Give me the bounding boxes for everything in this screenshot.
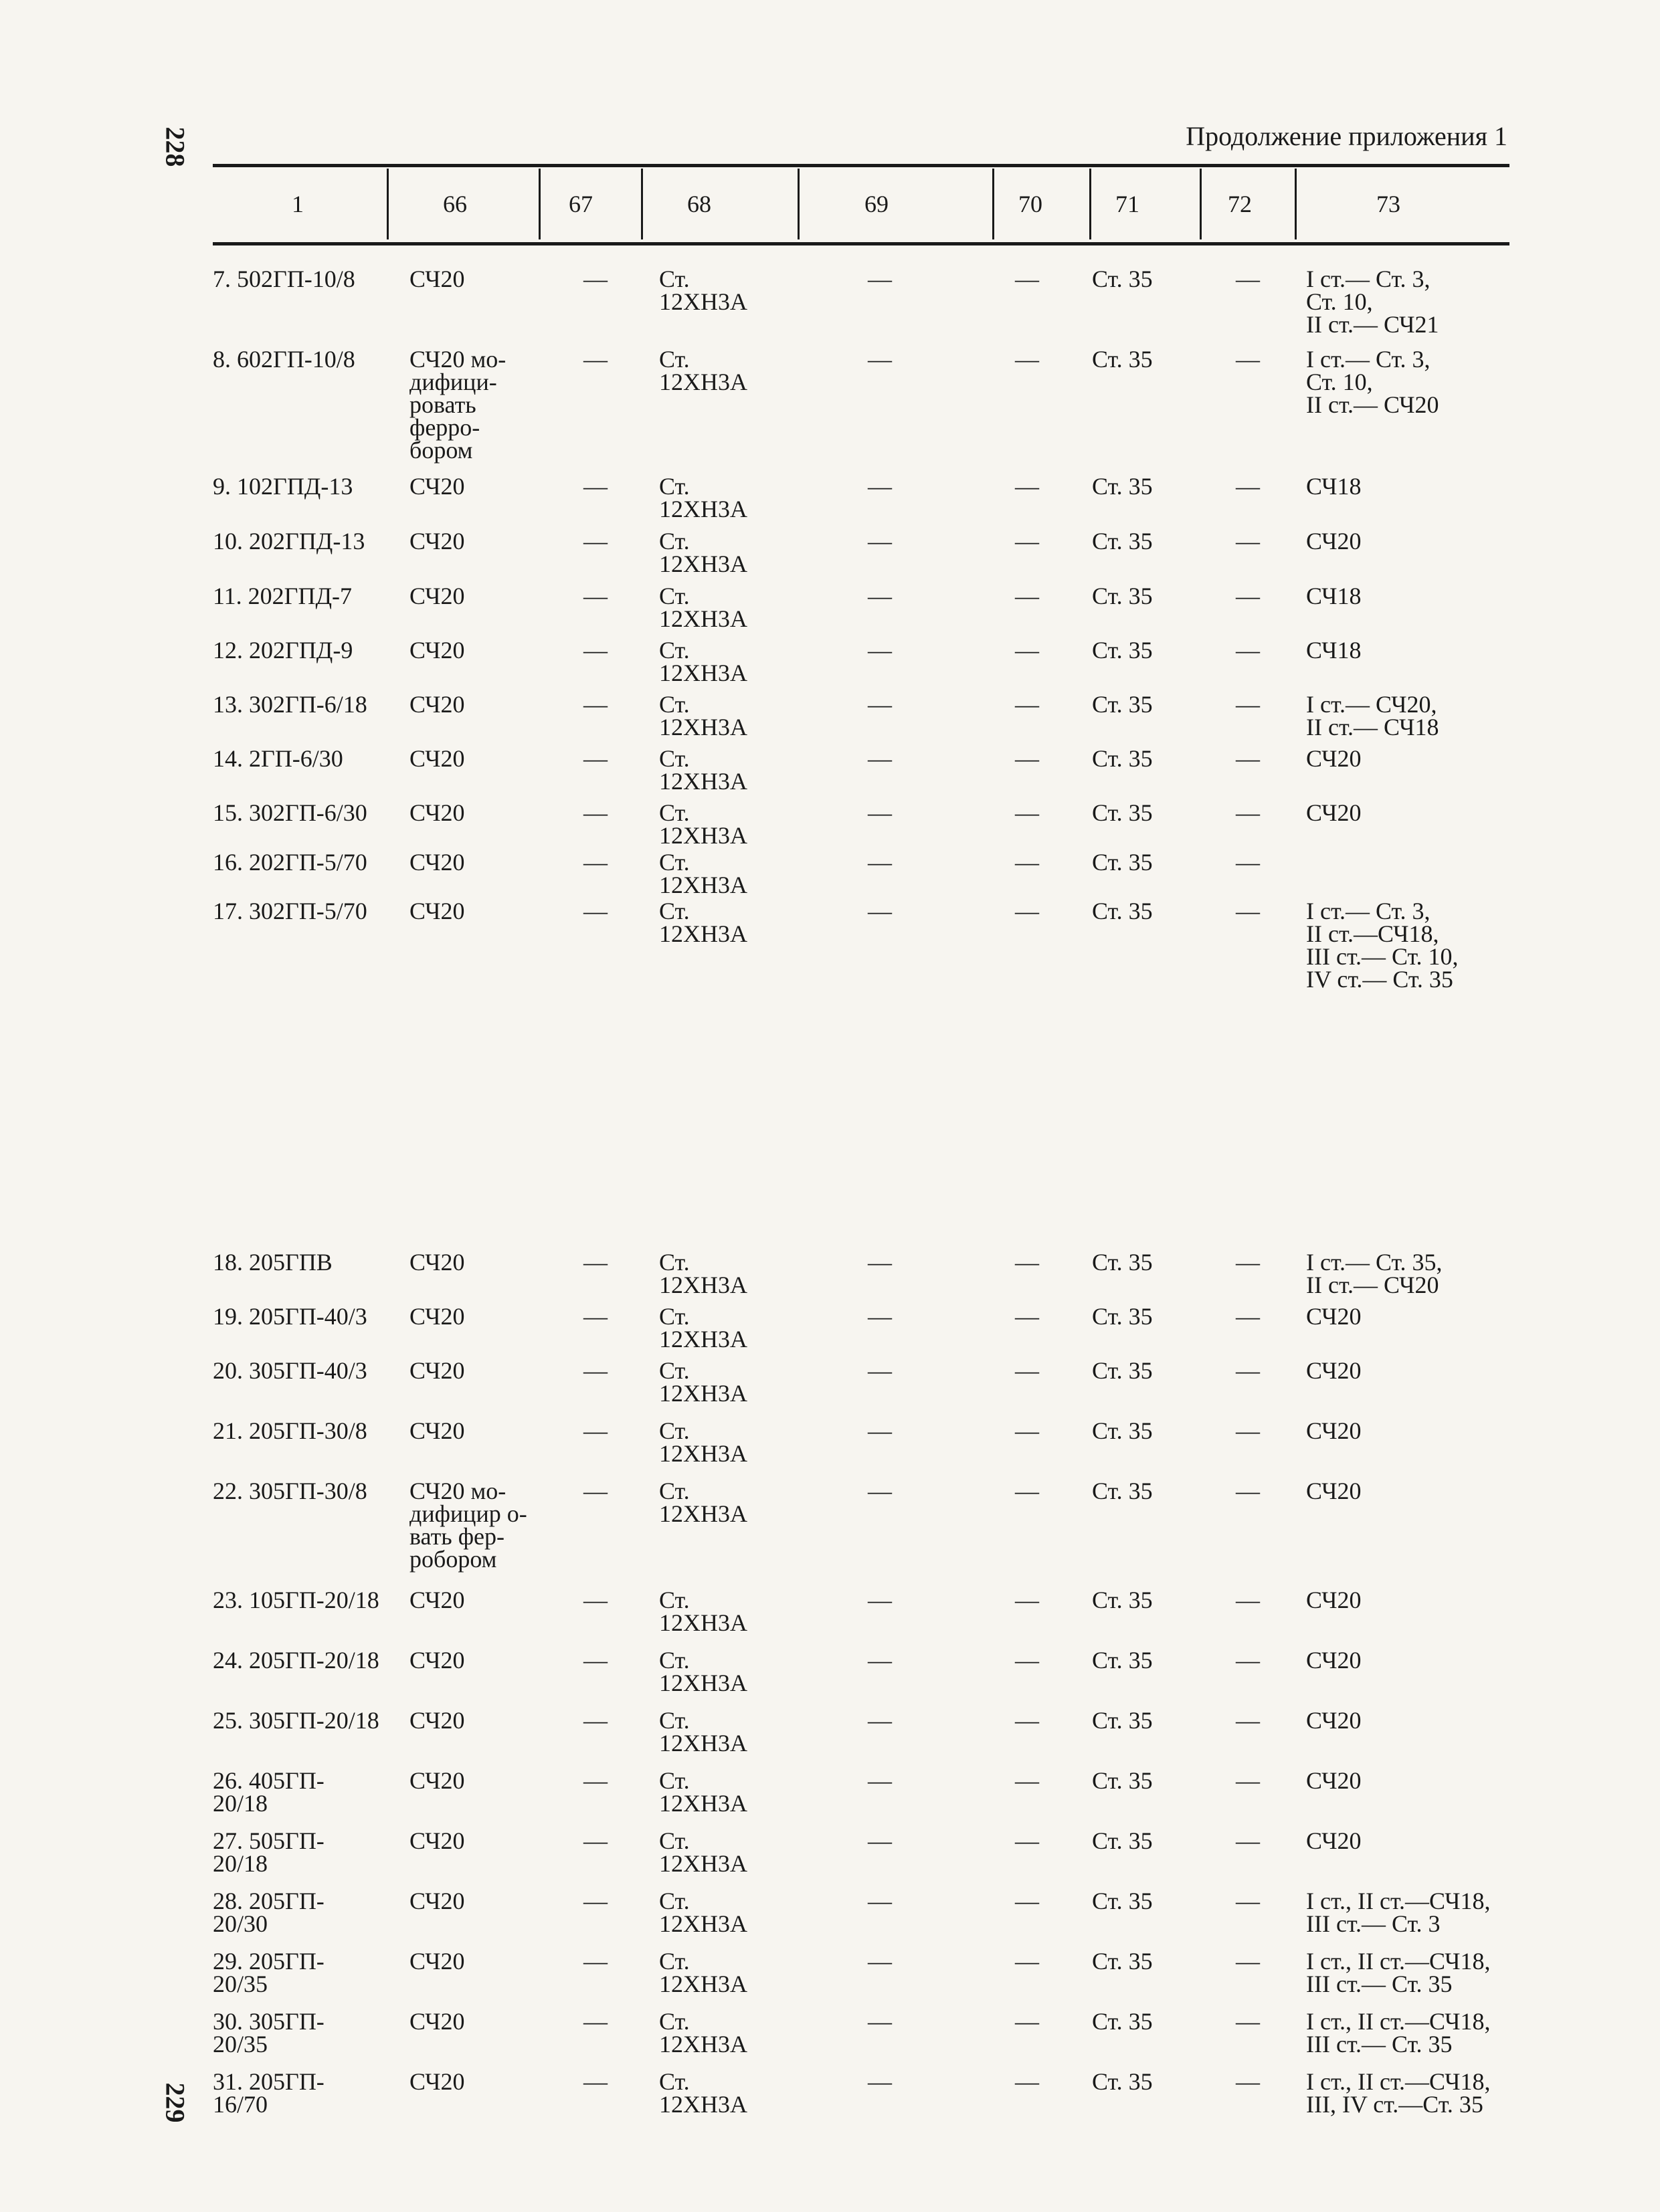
cell-col-1: 28. 205ГП- 20/30 bbox=[213, 1888, 325, 1937]
cell-col-73: I ст., II ст.—СЧ18, III ст.— Ст. 35 bbox=[1306, 2008, 1491, 2057]
cell-col-67: — bbox=[583, 691, 608, 718]
cell-col-69: — bbox=[868, 1478, 892, 1504]
cell-col-69: — bbox=[868, 2068, 892, 2095]
cell-col-67: — bbox=[583, 1707, 608, 1734]
header-col-1: 1 bbox=[292, 191, 304, 217]
cell-col-72: — bbox=[1236, 1478, 1260, 1504]
cell-col-71: Ст. 35 bbox=[1092, 1707, 1153, 1734]
cell-col-66: СЧ20 bbox=[409, 1587, 465, 1613]
cell-col-69: — bbox=[868, 1707, 892, 1734]
cell-col-1: 30. 305ГП- 20/35 bbox=[213, 2008, 325, 2057]
header-divider bbox=[1200, 169, 1202, 239]
cell-col-69: — bbox=[868, 1249, 892, 1276]
cell-col-72: — bbox=[1236, 1707, 1260, 1734]
header-col-69: 69 bbox=[864, 191, 889, 217]
cell-col-72: — bbox=[1236, 1888, 1260, 1914]
cell-col-72: — bbox=[1236, 1948, 1260, 1975]
header-divider bbox=[992, 169, 994, 239]
cell-col-69: — bbox=[868, 2008, 892, 2035]
cell-col-66: СЧ20 bbox=[409, 1888, 465, 1914]
cell-col-73: I ст.— Ст. 35, II ст.— СЧ20 bbox=[1306, 1249, 1443, 1298]
cell-col-70: — bbox=[1015, 266, 1039, 292]
cell-col-70: — bbox=[1015, 1767, 1039, 1794]
cell-col-1: 21. 205ГП-30/8 bbox=[213, 1417, 367, 1444]
cell-col-68: Ст. 12ХН3А bbox=[659, 637, 747, 686]
cell-col-71: Ст. 35 bbox=[1092, 1357, 1153, 1384]
header-divider bbox=[539, 169, 541, 239]
cell-col-67: — bbox=[583, 1249, 608, 1276]
cell-col-1: 9. 102ГПД-13 bbox=[213, 473, 353, 500]
cell-col-67: — bbox=[583, 1827, 608, 1854]
cell-col-72: — bbox=[1236, 637, 1260, 664]
cell-col-69: — bbox=[868, 799, 892, 826]
cell-col-1: 7. 502ГП-10/8 bbox=[213, 266, 355, 292]
cell-col-67: — bbox=[583, 637, 608, 664]
cell-col-73: I ст., II ст.—СЧ18, III ст.— Ст. 35 bbox=[1306, 1948, 1491, 1997]
cell-col-1: 27. 505ГП- 20/18 bbox=[213, 1827, 325, 1877]
cell-col-73: СЧ20 bbox=[1306, 528, 1362, 555]
cell-col-67: — bbox=[583, 745, 608, 772]
cell-col-70: — bbox=[1015, 2008, 1039, 2035]
cell-col-69: — bbox=[868, 1417, 892, 1444]
cell-col-73: СЧ18 bbox=[1306, 583, 1362, 609]
cell-col-71: Ст. 35 bbox=[1092, 1767, 1153, 1794]
cell-col-72: — bbox=[1236, 1249, 1260, 1276]
cell-col-71: Ст. 35 bbox=[1092, 1948, 1153, 1975]
cell-col-70: — bbox=[1015, 1357, 1039, 1384]
cell-col-1: 26. 405ГП- 20/18 bbox=[213, 1767, 325, 1817]
cell-col-71: Ст. 35 bbox=[1092, 637, 1153, 664]
page-number-bottom: 229 bbox=[160, 2082, 191, 2123]
cell-col-66: СЧ20 bbox=[409, 1249, 465, 1276]
cell-col-66: СЧ20 bbox=[409, 266, 465, 292]
cell-col-66: СЧ20 bbox=[409, 745, 465, 772]
cell-col-72: — bbox=[1236, 266, 1260, 292]
header-col-67: 67 bbox=[569, 191, 593, 217]
cell-col-70: — bbox=[1015, 1417, 1039, 1444]
cell-col-69: — bbox=[868, 745, 892, 772]
cell-col-1: 13. 302ГП-6/18 bbox=[213, 691, 367, 718]
cell-col-67: — bbox=[583, 1767, 608, 1794]
cell-col-71: Ст. 35 bbox=[1092, 1303, 1153, 1330]
cell-col-66: СЧ20 bbox=[409, 1303, 465, 1330]
cell-col-1: 11. 202ГПД-7 bbox=[213, 583, 353, 609]
cell-col-70: — bbox=[1015, 799, 1039, 826]
cell-col-69: — bbox=[868, 346, 892, 373]
cell-col-67: — bbox=[583, 473, 608, 500]
cell-col-67: — bbox=[583, 1647, 608, 1674]
header-col-71: 71 bbox=[1115, 191, 1139, 217]
cell-col-70: — bbox=[1015, 1303, 1039, 1330]
cell-col-66: СЧ20 bbox=[409, 799, 465, 826]
cell-col-73: I ст., II ст.—СЧ18, III ст.— Ст. 3 bbox=[1306, 1888, 1491, 1937]
cell-col-66: СЧ20 bbox=[409, 1647, 465, 1674]
header-divider bbox=[798, 169, 800, 239]
header-col-72: 72 bbox=[1228, 191, 1252, 217]
cell-col-1: 17. 302ГП-5/70 bbox=[213, 898, 367, 924]
cell-col-66: СЧ20 bbox=[409, 1948, 465, 1975]
cell-col-68: Ст. 12ХН3А bbox=[659, 2008, 747, 2057]
cell-col-72: — bbox=[1236, 691, 1260, 718]
cell-col-68: Ст. 12ХН3А bbox=[659, 1587, 747, 1636]
header-col-66: 66 bbox=[443, 191, 467, 217]
cell-col-73: СЧ20 bbox=[1306, 745, 1362, 772]
cell-col-68: Ст. 12ХН3А bbox=[659, 898, 747, 947]
cell-col-68: Ст. 12ХН3А bbox=[659, 1647, 747, 1696]
cell-col-70: — bbox=[1015, 1587, 1039, 1613]
cell-col-73: СЧ20 bbox=[1306, 1417, 1362, 1444]
cell-col-1: 12. 202ГПД-9 bbox=[213, 637, 353, 664]
cell-col-72: — bbox=[1236, 1303, 1260, 1330]
continuation-title: Продолжение приложения 1 bbox=[1186, 121, 1507, 151]
cell-col-69: — bbox=[868, 266, 892, 292]
cell-col-70: — bbox=[1015, 637, 1039, 664]
cell-col-72: — bbox=[1236, 799, 1260, 826]
cell-col-70: — bbox=[1015, 2068, 1039, 2095]
cell-col-69: — bbox=[868, 1888, 892, 1914]
cell-col-71: Ст. 35 bbox=[1092, 1587, 1153, 1613]
cell-col-68: Ст. 12ХН3А bbox=[659, 1249, 747, 1298]
cell-col-66: СЧ20 bbox=[409, 528, 465, 555]
cell-col-68: Ст. 12ХН3А bbox=[659, 691, 747, 740]
cell-col-68: Ст. 12ХН3А bbox=[659, 1303, 747, 1352]
cell-col-68: Ст. 12ХН3А bbox=[659, 2068, 747, 2118]
cell-col-70: — bbox=[1015, 1948, 1039, 1975]
cell-col-67: — bbox=[583, 346, 608, 373]
cell-col-71: Ст. 35 bbox=[1092, 473, 1153, 500]
cell-col-72: — bbox=[1236, 1357, 1260, 1384]
cell-col-67: — bbox=[583, 1948, 608, 1975]
page-number-top: 228 bbox=[160, 126, 191, 167]
cell-col-72: — bbox=[1236, 1417, 1260, 1444]
cell-col-68: Ст. 12ХН3А bbox=[659, 1827, 747, 1877]
cell-col-66: СЧ20 мо- дифици- ровать ферро- бором bbox=[409, 346, 506, 464]
cell-col-68: Ст. 12ХН3А bbox=[659, 745, 747, 795]
cell-col-70: — bbox=[1015, 849, 1039, 876]
cell-col-1: 18. 205ГПВ bbox=[213, 1249, 333, 1276]
cell-col-1: 16. 202ГП-5/70 bbox=[213, 849, 367, 876]
cell-col-69: — bbox=[868, 473, 892, 500]
cell-col-1: 19. 205ГП-40/3 bbox=[213, 1303, 367, 1330]
cell-col-69: — bbox=[868, 898, 892, 924]
cell-col-73: СЧ20 bbox=[1306, 1478, 1362, 1504]
cell-col-67: — bbox=[583, 799, 608, 826]
cell-col-67: — bbox=[583, 1357, 608, 1384]
cell-col-72: — bbox=[1236, 849, 1260, 876]
cell-col-66: СЧ20 bbox=[409, 2008, 465, 2035]
cell-col-70: — bbox=[1015, 1647, 1039, 1674]
cell-col-67: — bbox=[583, 583, 608, 609]
cell-col-68: Ст. 12ХН3А bbox=[659, 1948, 747, 1997]
cell-col-68: Ст. 12ХН3А bbox=[659, 473, 747, 522]
cell-col-68: Ст. 12ХН3А bbox=[659, 583, 747, 632]
cell-col-66: СЧ20 bbox=[409, 2068, 465, 2095]
cell-col-1: 29. 205ГП- 20/35 bbox=[213, 1948, 325, 1997]
table-top-rule bbox=[213, 164, 1509, 167]
cell-col-66: СЧ20 bbox=[409, 691, 465, 718]
cell-col-66: СЧ20 bbox=[409, 583, 465, 609]
cell-col-70: — bbox=[1015, 528, 1039, 555]
cell-col-71: Ст. 35 bbox=[1092, 1888, 1153, 1914]
cell-col-69: — bbox=[868, 528, 892, 555]
header-divider bbox=[1295, 169, 1297, 239]
cell-col-70: — bbox=[1015, 1478, 1039, 1504]
cell-col-68: Ст. 12ХН3А bbox=[659, 1707, 747, 1756]
cell-col-66: СЧ20 bbox=[409, 1357, 465, 1384]
cell-col-70: — bbox=[1015, 1707, 1039, 1734]
cell-col-70: — bbox=[1015, 473, 1039, 500]
cell-col-73: СЧ18 bbox=[1306, 637, 1362, 664]
cell-col-69: — bbox=[868, 1767, 892, 1794]
cell-col-71: Ст. 35 bbox=[1092, 849, 1153, 876]
cell-col-73: I ст.— Ст. 3, II ст.—СЧ18, III ст.— Ст. 10, IV ст.— Ст. 35 bbox=[1306, 898, 1459, 993]
cell-col-68: Ст. 12ХН3А bbox=[659, 346, 747, 395]
cell-col-73: СЧ20 bbox=[1306, 799, 1362, 826]
cell-col-67: — bbox=[583, 1417, 608, 1444]
cell-col-71: Ст. 35 bbox=[1092, 898, 1153, 924]
cell-col-67: — bbox=[583, 2008, 608, 2035]
header-col-68: 68 bbox=[687, 191, 711, 217]
cell-col-72: — bbox=[1236, 2068, 1260, 2095]
cell-col-71: Ст. 35 bbox=[1092, 691, 1153, 718]
cell-col-68: Ст. 12ХН3А bbox=[659, 266, 747, 315]
header-divider bbox=[1089, 169, 1091, 239]
cell-col-71: Ст. 35 bbox=[1092, 2008, 1153, 2035]
cell-col-66: СЧ20 bbox=[409, 637, 465, 664]
cell-col-1: 20. 305ГП-40/3 bbox=[213, 1357, 367, 1384]
cell-col-70: — bbox=[1015, 745, 1039, 772]
cell-col-70: — bbox=[1015, 1249, 1039, 1276]
cell-col-73: I ст., II ст.—СЧ18, III, IV ст.—Ст. 35 bbox=[1306, 2068, 1491, 2118]
cell-col-72: — bbox=[1236, 898, 1260, 924]
cell-col-72: — bbox=[1236, 2008, 1260, 2035]
cell-col-67: — bbox=[583, 898, 608, 924]
cell-col-68: Ст. 12ХН3А bbox=[659, 1478, 747, 1527]
cell-col-73: СЧ20 bbox=[1306, 1767, 1362, 1794]
cell-col-72: — bbox=[1236, 1647, 1260, 1674]
cell-col-71: Ст. 35 bbox=[1092, 1827, 1153, 1854]
cell-col-66: СЧ20 мо- дифицир о- вать фер- робором bbox=[409, 1478, 527, 1573]
header-col-70: 70 bbox=[1018, 191, 1042, 217]
cell-col-1: 24. 205ГП-20/18 bbox=[213, 1647, 379, 1674]
cell-col-1: 25. 305ГП-20/18 bbox=[213, 1707, 379, 1734]
cell-col-66: СЧ20 bbox=[409, 473, 465, 500]
cell-col-68: Ст. 12ХН3А bbox=[659, 528, 747, 577]
cell-col-71: Ст. 35 bbox=[1092, 799, 1153, 826]
cell-col-72: — bbox=[1236, 1767, 1260, 1794]
cell-col-69: — bbox=[868, 583, 892, 609]
cell-col-71: Ст. 35 bbox=[1092, 583, 1153, 609]
cell-col-73: СЧ20 bbox=[1306, 1647, 1362, 1674]
cell-col-69: — bbox=[868, 1587, 892, 1613]
cell-col-72: — bbox=[1236, 1827, 1260, 1854]
cell-col-72: — bbox=[1236, 346, 1260, 373]
header-divider bbox=[387, 169, 389, 239]
cell-col-73: СЧ20 bbox=[1306, 1827, 1362, 1854]
cell-col-71: Ст. 35 bbox=[1092, 346, 1153, 373]
cell-col-68: Ст. 12ХН3А bbox=[659, 1767, 747, 1817]
cell-col-1: 14. 2ГП-6/30 bbox=[213, 745, 343, 772]
cell-col-69: — bbox=[868, 1303, 892, 1330]
cell-col-1: 10. 202ГПД-13 bbox=[213, 528, 365, 555]
cell-col-66: СЧ20 bbox=[409, 1767, 465, 1794]
cell-col-69: — bbox=[868, 1948, 892, 1975]
cell-col-70: — bbox=[1015, 1888, 1039, 1914]
cell-col-69: — bbox=[868, 691, 892, 718]
cell-col-70: — bbox=[1015, 691, 1039, 718]
cell-col-71: Ст. 35 bbox=[1092, 266, 1153, 292]
cell-col-1: 23. 105ГП-20/18 bbox=[213, 1587, 379, 1613]
cell-col-68: Ст. 12ХН3А bbox=[659, 1417, 747, 1467]
cell-col-67: — bbox=[583, 1303, 608, 1330]
cell-col-73: I ст.— Ст. 3, Ст. 10, II ст.— СЧ21 bbox=[1306, 266, 1439, 338]
cell-col-71: Ст. 35 bbox=[1092, 2068, 1153, 2095]
cell-col-68: Ст. 12ХН3А bbox=[659, 1888, 747, 1937]
cell-col-68: Ст. 12ХН3А bbox=[659, 849, 747, 898]
cell-col-72: — bbox=[1236, 583, 1260, 609]
cell-col-71: Ст. 35 bbox=[1092, 1249, 1153, 1276]
cell-col-69: — bbox=[868, 1827, 892, 1854]
cell-col-67: — bbox=[583, 266, 608, 292]
cell-col-68: Ст. 12ХН3А bbox=[659, 1357, 747, 1407]
cell-col-73: СЧ20 bbox=[1306, 1587, 1362, 1613]
cell-col-70: — bbox=[1015, 346, 1039, 373]
cell-col-67: — bbox=[583, 2068, 608, 2095]
cell-col-67: — bbox=[583, 1478, 608, 1504]
cell-col-72: — bbox=[1236, 1587, 1260, 1613]
cell-col-73: I ст.— Ст. 3, Ст. 10, II ст.— СЧ20 bbox=[1306, 346, 1439, 418]
cell-col-72: — bbox=[1236, 745, 1260, 772]
cell-col-69: — bbox=[868, 1647, 892, 1674]
cell-col-71: Ст. 35 bbox=[1092, 745, 1153, 772]
cell-col-73: I ст.— СЧ20, II ст.— СЧ18 bbox=[1306, 691, 1439, 740]
cell-col-71: Ст. 35 bbox=[1092, 528, 1153, 555]
cell-col-68: Ст. 12ХН3А bbox=[659, 799, 747, 849]
cell-col-72: — bbox=[1236, 528, 1260, 555]
cell-col-1: 31. 205ГП- 16/70 bbox=[213, 2068, 325, 2118]
cell-col-66: СЧ20 bbox=[409, 1827, 465, 1854]
cell-col-1: 22. 305ГП-30/8 bbox=[213, 1478, 367, 1504]
cell-col-71: Ст. 35 bbox=[1092, 1647, 1153, 1674]
cell-col-73: СЧ20 bbox=[1306, 1303, 1362, 1330]
cell-col-66: СЧ20 bbox=[409, 898, 465, 924]
cell-col-67: — bbox=[583, 1587, 608, 1613]
header-divider bbox=[641, 169, 643, 239]
table-header-rule bbox=[213, 242, 1509, 245]
cell-col-1: 15. 302ГП-6/30 bbox=[213, 799, 367, 826]
cell-col-69: — bbox=[868, 849, 892, 876]
cell-col-70: — bbox=[1015, 898, 1039, 924]
cell-col-73: СЧ18 bbox=[1306, 473, 1362, 500]
cell-col-70: — bbox=[1015, 583, 1039, 609]
cell-col-1: 8. 602ГП-10/8 bbox=[213, 346, 355, 373]
cell-col-66: СЧ20 bbox=[409, 1417, 465, 1444]
cell-col-66: СЧ20 bbox=[409, 849, 465, 876]
cell-col-67: — bbox=[583, 849, 608, 876]
cell-col-66: СЧ20 bbox=[409, 1707, 465, 1734]
cell-col-73: СЧ20 bbox=[1306, 1707, 1362, 1734]
cell-col-73: СЧ20 bbox=[1306, 1357, 1362, 1384]
cell-col-72: — bbox=[1236, 473, 1260, 500]
cell-col-71: Ст. 35 bbox=[1092, 1417, 1153, 1444]
header-col-73: 73 bbox=[1376, 191, 1400, 217]
cell-col-70: — bbox=[1015, 1827, 1039, 1854]
cell-col-67: — bbox=[583, 1888, 608, 1914]
cell-col-67: — bbox=[583, 528, 608, 555]
cell-col-71: Ст. 35 bbox=[1092, 1478, 1153, 1504]
cell-col-69: — bbox=[868, 1357, 892, 1384]
cell-col-69: — bbox=[868, 637, 892, 664]
